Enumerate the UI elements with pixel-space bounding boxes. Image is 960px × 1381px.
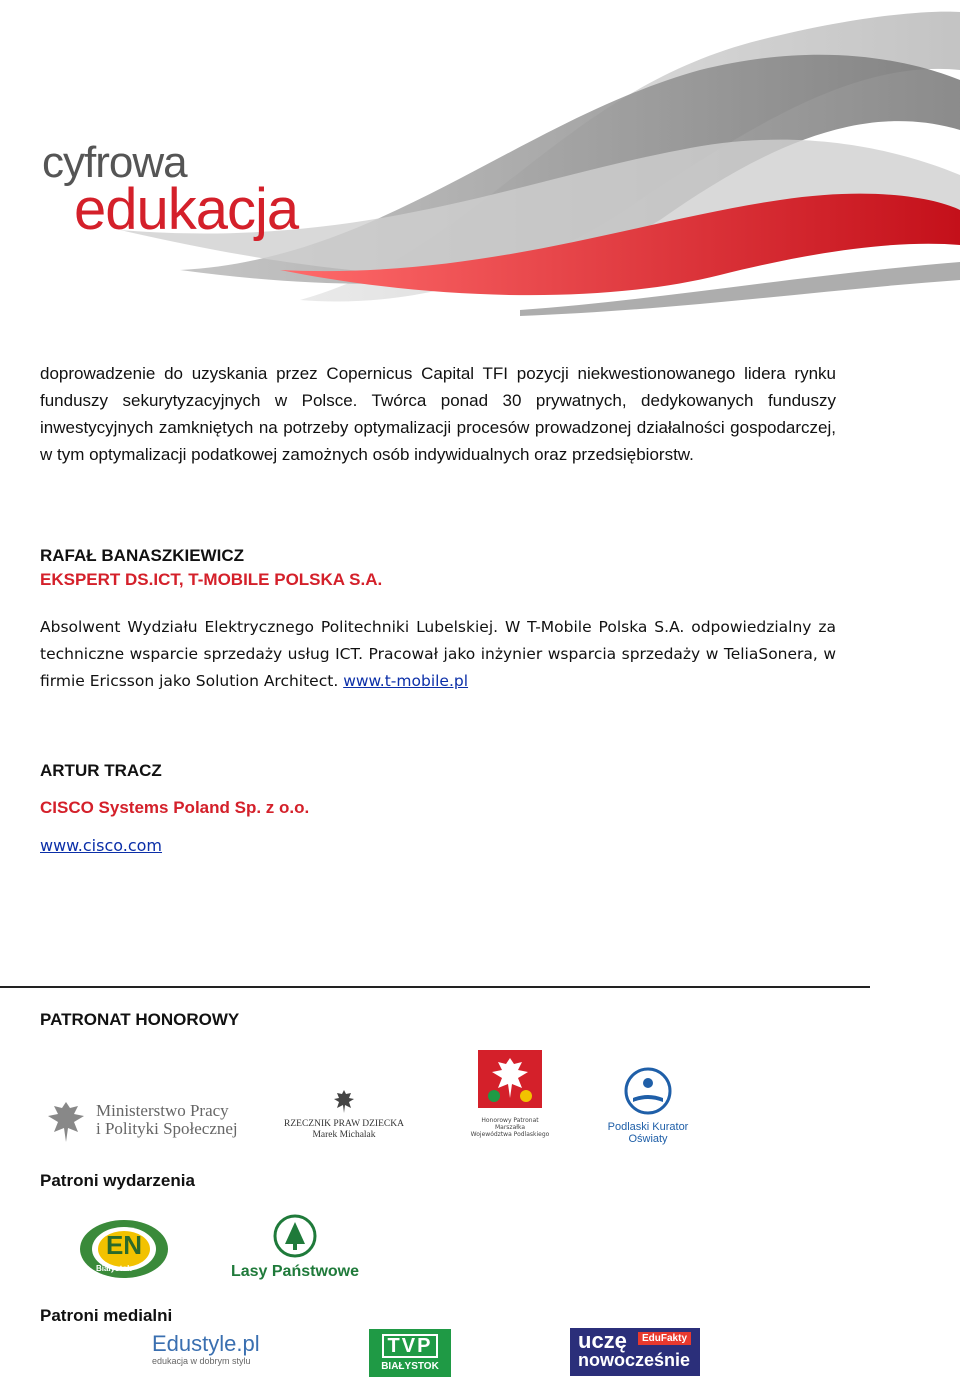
ministry-logo (44, 1098, 244, 1148)
intro-paragraph: doprowadzenie do uzyskania przez Copernicus Capital TFI pozycji niekwestionowanego lidera rynku funduszy sekurytyzacyjnych w Polsce. Twórca ponad 30 prywatnych, dedykowanych funduszy inwestycyjnych zamkniętych na potrzeby optymalizacji procesów prowadzonej działalności gospodarczej, w tym optymalizacji podatkowej zamożnych osób indywidualnych oraz przedsiębiorstw. (40, 364, 836, 464)
cen-sub: Białystok (96, 1264, 132, 1273)
tvp-main: TVP (382, 1334, 439, 1358)
lasy-panstwowe-logo (230, 1214, 360, 1282)
speaker1-bio: Absolwent Wydziału Elektrycznego Politechniki Lubelskiej. W T-Mobile Polska S.A. odpowiedzialny za techniczne wsparcie sprzedaży usług ICT. Pracował jako inżynier wsparcia sprzedaży w TeliaSonera, w firmie Ericsson jako Solution Architect. (40, 618, 836, 690)
rpd-logo (282, 1088, 406, 1144)
eagle-emblem-icon (44, 1098, 88, 1146)
rpd-line1: RZECZNIK PRAW DZIECKA (284, 1119, 404, 1129)
edustyle-logo (152, 1332, 262, 1376)
speaker1-role: EKSPERT DS.ICT, T-MOBILE POLSKA S.A. (40, 570, 383, 589)
speaker1-bio-block (40, 614, 836, 695)
cen-logo (78, 1218, 170, 1280)
edustyle-sub: edukacja w dobrym stylu (152, 1356, 251, 1366)
ucze-nowoczesnie-logo (570, 1328, 700, 1376)
ministry-line2: i Polityki Społecznej (96, 1119, 238, 1138)
speaker2-company: CISCO Systems Poland Sp. z o.o. (40, 798, 310, 817)
kurator-logo (600, 1066, 696, 1146)
media-patrons-heading: Patroni medialni (40, 1306, 173, 1325)
speaker2-link[interactable]: www.cisco.com (40, 836, 163, 855)
edustyle-main: Edustyle.pl (152, 1331, 260, 1356)
ucze-word1: uczę (578, 1328, 627, 1353)
section-divider (0, 986, 870, 988)
rpd-line2: Marek Michalak (312, 1130, 376, 1140)
cen-main: EN (105, 1230, 143, 1260)
eagle-emblem-icon (332, 1088, 356, 1114)
ministry-line1: Ministerstwo Pracy (96, 1101, 229, 1120)
kurator-line1: Podlaski Kurator (607, 1121, 689, 1133)
ucze-word2: nowocześnie (578, 1350, 691, 1370)
event-patrons-heading: Patroni wydarzenia (40, 1171, 195, 1190)
kurator-emblem-icon (623, 1066, 673, 1116)
coat-of-arms-icon (474, 1050, 546, 1112)
kurator-line2: Oświaty (628, 1133, 668, 1145)
tree-emblem-icon (273, 1214, 317, 1258)
brand-logo-line1: cyfrowa (42, 138, 187, 187)
tvp-bialystok-logo (369, 1329, 451, 1377)
marshal-logo (470, 1050, 550, 1142)
speaker1-name: RAFAŁ BANASZKIEWICZ (40, 546, 244, 565)
ucze-badge: EduFakty (638, 1332, 691, 1345)
marshal-line2: Marszałka (494, 1124, 526, 1131)
speaker1-link[interactable]: www.t-mobile.pl (343, 672, 469, 690)
speaker2-name: ARTUR TRACZ (40, 761, 162, 780)
marshal-line1: Honorowy Patronat (481, 1117, 539, 1124)
honorary-patronage-heading: PATRONAT HONOROWY (40, 1010, 240, 1029)
marshal-line3: Województwa Podlaskiego (470, 1131, 550, 1138)
tvp-sub: BIAŁYSTOK (381, 1361, 439, 1372)
lasy-name: Lasy Państwowe (230, 1263, 360, 1280)
brand-logo-line2: edukacja (74, 177, 299, 242)
